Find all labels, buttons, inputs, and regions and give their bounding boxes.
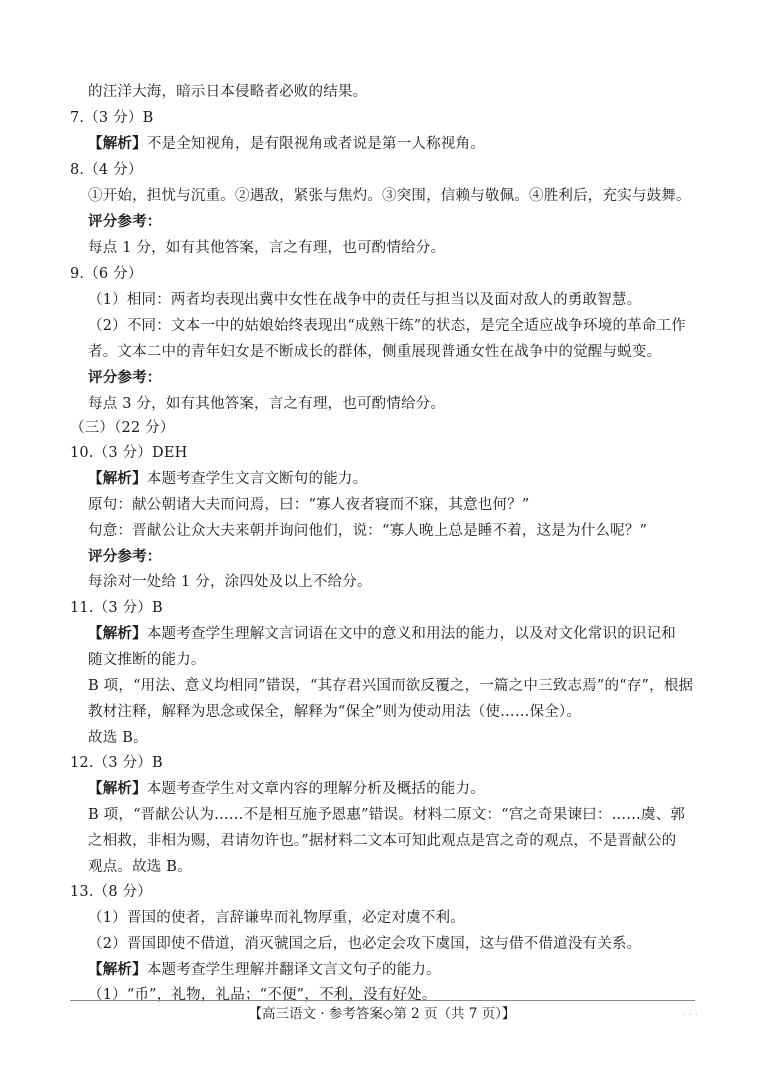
scoring-label: 评分参考： (88, 369, 162, 386)
text-line: 之相救，非相为赐，君请勿许也。”据材料二文本可知此观点是宫之奇的观点，不是晋献公的 (88, 833, 677, 849)
text-line: 原句：献公朝诸大夫而问焉，曰：“寡人夜者寝而不寐，其意也何？” (88, 497, 530, 513)
question-number: 11.（3 分）B (70, 600, 163, 616)
page-footer: 【高三语文 · 参考答案◇第 2 页（共 7 页）】 (248, 1006, 516, 1022)
text-line: 每点 1 分，如有其他答案，言之有理，也可酌情给分。 (88, 240, 446, 256)
text-line: 者。文本二中的青年妇女是不断成长的群体，侧重展现普通女性在战争中的觉醒与蜕变。 (88, 344, 662, 360)
corner-dots-mark: · · · (682, 1010, 698, 1021)
scoring-reference-line (88, 547, 162, 567)
text-line: 每点 3 分，如有其他答案，言之有理，也可酌情给分。 (88, 396, 446, 412)
analysis-line: 【解析】本题考查学生文言文断句的能力。 (88, 470, 368, 487)
text-line: 教材注释，解释为思念或保全，解释为“保全”则为使动用法（使……保全）。 (88, 704, 582, 720)
text-line: （1）晋国的使者，言辞谦卑而礼物厚重，必定对虞不利。 (88, 910, 465, 926)
analysis-line: 【解析】本题考查学生理解文言词语在文中的意义和用法的能力，以及对文化常识的识记和 (88, 625, 677, 642)
analysis-label: 【解析】 (88, 625, 147, 642)
analysis-label: 【解析】 (88, 135, 147, 152)
analysis-label: 【解析】 (88, 780, 147, 797)
text-line: 句意：晋献公让众大夫来朝并询问他们，说：“寡人晚上总是睡不着，这是为什么呢？” (88, 523, 648, 539)
question-number: 7.（3 分）B (70, 110, 154, 126)
analysis-line: 【解析】本题考查学生理解并翻译文言文句子的能力。 (88, 961, 441, 978)
question-number: 8.（4 分） (70, 162, 143, 178)
footer-divider (70, 1000, 695, 1001)
question-number: 10.（3 分）DEH (70, 445, 188, 461)
question-number: 12.（3 分）B (70, 755, 163, 771)
analysis-label: 【解析】 (88, 961, 147, 978)
scoring-reference-line (88, 212, 162, 232)
analysis-line: 【解析】不是全知视角，是有限视角或者说是第一人称视角。 (88, 135, 485, 152)
scoring-label: 评分参考： (88, 548, 162, 565)
text-line: B 项，“用法、意义均相同”错误，“其存君兴国而欲反覆之，一篇之中三致志焉”的“存”，根据 (88, 678, 694, 694)
text-line: （2）晋国即使不借道，消灭虢国之后，也必定会攻下虞国，这与借不借道没有关系。 (88, 936, 642, 952)
text-line: （2）不同：文本一中的姑娘始终表现出“成熟干练”的状态，是完全适应战争环境的革命工作 (88, 318, 686, 334)
scoring-reference-line (88, 368, 162, 388)
text-line: 随文推断的能力。 (88, 652, 206, 668)
text-line: （1）“币”，礼物，礼品；“不便”，不利，没有好处。 (88, 987, 437, 1003)
section-heading: （三）（22 分） (70, 420, 175, 436)
question-number: 9.（6 分） (70, 266, 143, 282)
text-line: （1）相同：两者均表现出冀中女性在战争中的责任与担当以及面对敌人的勇敢智慧。 (88, 292, 642, 308)
scoring-label: 评分参考： (88, 213, 162, 230)
text-line: 每涂对一处给 1 分，涂四处及以上不给分。 (88, 574, 372, 590)
text-line: 的汪洋大海，暗示日本侵略者必败的结果。 (88, 84, 368, 100)
analysis-label: 【解析】 (88, 470, 147, 487)
text-line: ①开始，担忧与沉重。②遇敌，紧张与焦灼。③突围，信赖与敬佩。④胜利后，充实与鼓舞。 (88, 188, 691, 204)
question-number: 13.（8 分） (70, 884, 152, 900)
text-line: 观点。故选 B。 (88, 859, 192, 875)
text-line: B 项，“晋献公认为……不是相互施予恩惠”错误。材料二原文：“宫之奇果谏曰：……虞、郭 (88, 807, 686, 823)
analysis-line: 【解析】本题考查学生对文章内容的理解分析及概括的能力。 (88, 780, 485, 797)
text-line: 故选 B。 (88, 730, 148, 746)
